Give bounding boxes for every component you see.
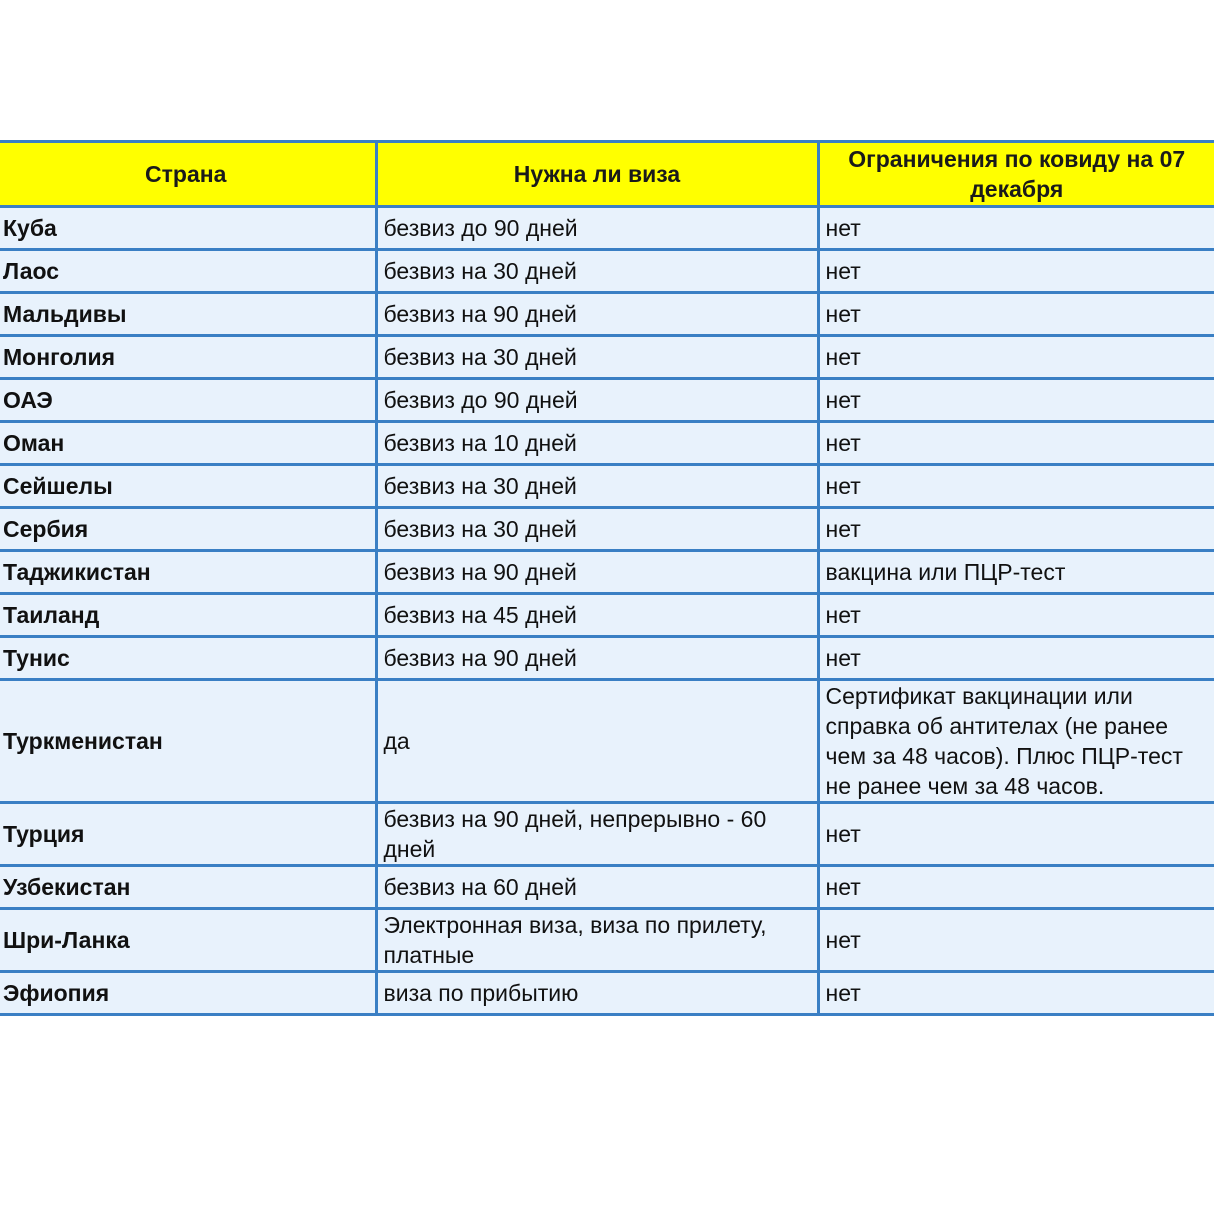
visa-cell: безвиз на 90 дней — [376, 293, 818, 336]
table-row — [0, 422, 1214, 465]
visa-cell: безвиз на 45 дней — [376, 594, 818, 637]
country-cell: Таджикистан — [0, 551, 376, 594]
table-row — [0, 637, 1214, 680]
visa-cell: безвиз на 90 дней, непрерывно - 60 дней — [376, 803, 818, 866]
table-row — [0, 551, 1214, 594]
country-cell: Туркменистан — [0, 680, 376, 803]
country-cell: ОАЭ — [0, 379, 376, 422]
table-row — [0, 336, 1214, 379]
table-row — [0, 207, 1214, 250]
table-row — [0, 508, 1214, 551]
header-covid: Ограничения по ковиду на 07 декабря — [818, 142, 1214, 207]
covid-cell: нет — [818, 637, 1214, 680]
covid-cell: вакцина или ПЦР-тест — [818, 551, 1214, 594]
visa-cell: безвиз на 30 дней — [376, 508, 818, 551]
country-cell: Узбекистан — [0, 866, 376, 909]
covid-cell: нет — [818, 250, 1214, 293]
table-row — [0, 909, 1214, 972]
covid-cell: нет — [818, 379, 1214, 422]
table-row — [0, 972, 1214, 1015]
country-cell: Оман — [0, 422, 376, 465]
table-row — [0, 866, 1214, 909]
country-cell: Шри-Ланка — [0, 909, 376, 972]
visa-cell: безвиз на 30 дней — [376, 465, 818, 508]
country-cell: Лаос — [0, 250, 376, 293]
covid-cell: нет — [818, 336, 1214, 379]
country-cell: Тунис — [0, 637, 376, 680]
covid-cell: нет — [818, 465, 1214, 508]
covid-cell: нет — [818, 207, 1214, 250]
covid-cell: нет — [818, 293, 1214, 336]
visa-cell: безвиз на 90 дней — [376, 637, 818, 680]
covid-cell: нет — [818, 508, 1214, 551]
covid-cell: нет — [818, 594, 1214, 637]
table-row — [0, 293, 1214, 336]
visa-table — [0, 140, 1214, 1016]
country-cell: Сейшелы — [0, 465, 376, 508]
visa-cell: безвиз на 10 дней — [376, 422, 818, 465]
header-visa: Нужна ли виза — [376, 142, 818, 207]
covid-cell: нет — [818, 909, 1214, 972]
visa-cell: безвиз до 90 дней — [376, 379, 818, 422]
country-cell: Куба — [0, 207, 376, 250]
table-row — [0, 680, 1214, 803]
country-cell: Таиланд — [0, 594, 376, 637]
table-row — [0, 250, 1214, 293]
header-country: Страна — [0, 142, 376, 207]
table-row — [0, 465, 1214, 508]
visa-cell: Электронная виза, виза по прилету, платные — [376, 909, 818, 972]
table-row — [0, 379, 1214, 422]
visa-cell: безвиз до 90 дней — [376, 207, 818, 250]
table-row — [0, 803, 1214, 866]
visa-cell: да — [376, 680, 818, 803]
country-cell: Турция — [0, 803, 376, 866]
visa-table-sheet — [0, 140, 1214, 1016]
visa-cell: безвиз на 30 дней — [376, 336, 818, 379]
country-cell: Эфиопия — [0, 972, 376, 1015]
visa-cell: безвиз на 90 дней — [376, 551, 818, 594]
table-row — [0, 594, 1214, 637]
visa-cell: безвиз на 30 дней — [376, 250, 818, 293]
covid-cell: нет — [818, 972, 1214, 1015]
country-cell: Монголия — [0, 336, 376, 379]
covid-cell: нет — [818, 422, 1214, 465]
country-cell: Мальдивы — [0, 293, 376, 336]
visa-cell: виза по прибытию — [376, 972, 818, 1015]
covid-cell: нет — [818, 803, 1214, 866]
header-row — [0, 142, 1214, 207]
covid-cell: нет — [818, 866, 1214, 909]
covid-cell: Сертификат вакцинации или справка об антителах (не ранее чем за 48 часов). Плюс ПЦР-тест не ранее чем за 48 часов. — [818, 680, 1214, 803]
country-cell: Сербия — [0, 508, 376, 551]
visa-cell: безвиз на 60 дней — [376, 866, 818, 909]
